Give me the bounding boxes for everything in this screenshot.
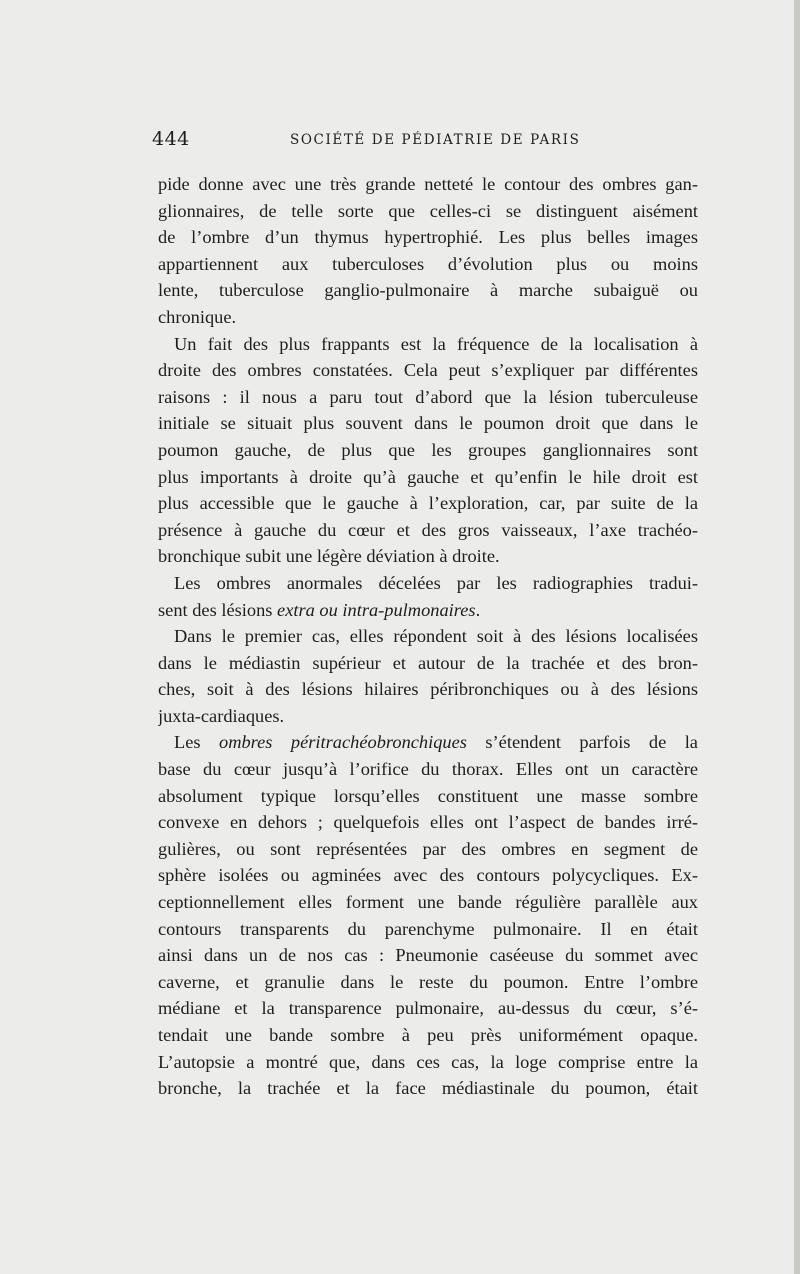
text-line: poumon gauche, de plus que les groupes ganglionnaires sont bbox=[158, 439, 698, 460]
text-line: de l’ombre d’un thymus hypertrophié. Les plus belles images bbox=[158, 227, 698, 248]
text-line: initiale se situait plus souvent dans le poumon droit que dans le bbox=[158, 413, 698, 434]
text-line: L’autopsie a montré que, dans ces cas, la loge comprise entre la bbox=[158, 1051, 698, 1072]
text-line: contours transparents du parenchyme pulmonaire. Il en était bbox=[158, 918, 698, 939]
page-number: 444 bbox=[152, 128, 190, 150]
text-line: médiane et la transparence pulmonaire, au-dessus du cœur, s’é- bbox=[158, 998, 698, 1019]
italic-term: ombres péritrachéobronchiques bbox=[219, 732, 467, 753]
text-line: lente, tuberculose ganglio-pulmonaire à marche subaiguë ou bbox=[158, 280, 698, 301]
text-line: tendait une bande sombre à peu près uniformément opaque. bbox=[158, 1025, 698, 1045]
text-line: ainsi dans un de nos cas : Pneumonie caséeuse du sommet avec bbox=[158, 945, 698, 966]
text-line: sphère isolées ou agminées avec des contours polycycliques. Ex- bbox=[158, 865, 698, 886]
text-line: plus importants à droite qu’à gauche et qu’enfin le hile droit est bbox=[158, 466, 698, 487]
paragraph-first-line: Un fait des plus frappants est la fréquence de la localisation à bbox=[174, 333, 698, 354]
running-head: SOCIÉTÉ DE PÉDIATRIE DE PARIS bbox=[290, 132, 581, 148]
paragraph-first-line: Dans le premier cas, elles répondent soit à des lésions localisées bbox=[174, 626, 698, 647]
text-line: glionnaires, de telle sorte que celles-ci se distinguent aisément bbox=[158, 200, 698, 221]
text-line bbox=[158, 597, 698, 624]
text-run: s’étendent parfois de la bbox=[485, 732, 698, 753]
text-line: chronique. bbox=[158, 306, 237, 327]
text-line: ceptionnellement elles forment une bande régulière parallèle aux bbox=[158, 892, 698, 913]
body-text bbox=[158, 171, 698, 1102]
text-line: plus accessible que le gauche à l’exploration, car, par suite de la bbox=[158, 493, 698, 514]
page-header bbox=[152, 128, 697, 158]
text-line: pide donne avec une très grande netteté le contour des ombres gan- bbox=[158, 174, 698, 194]
text-line: ches, soit à des lésions hilaires péribronchiques ou à des lésions bbox=[158, 679, 698, 700]
text-run: Les bbox=[174, 732, 201, 753]
text-line: raisons : il nous a paru tout d’abord que la lésion tuberculeuse bbox=[158, 386, 698, 407]
text-line: présence à gauche du cœur et des gros vaisseaux, l’axe trachéo- bbox=[158, 519, 698, 540]
text-line: convexe en dehors ; quelquefois elles ont l’aspect de bandes irré- bbox=[158, 812, 698, 833]
page-edge-shadow bbox=[794, 0, 800, 1274]
text-line: juxta-cardiaques. bbox=[158, 705, 285, 726]
text-line: dans le médiastin supérieur et autour de la trachée et des bron- bbox=[158, 652, 698, 673]
italic-term: extra ou intra-pulmonaires bbox=[277, 599, 476, 620]
text-run: . bbox=[475, 599, 481, 620]
text-run: sent des lésions bbox=[158, 599, 273, 620]
text-line: gulières, ou sont représentées par des ombres en segment de bbox=[158, 838, 698, 859]
paragraph-first-line bbox=[158, 729, 698, 756]
paragraph-first-line: Les ombres anormales décelées par les radiographies tradui- bbox=[174, 572, 698, 593]
text-line: bronche, la trachée et la face médiastinale du poumon, était bbox=[158, 1078, 698, 1099]
text-line: bronchique subit une légère déviation à droite. bbox=[158, 546, 500, 567]
text-line: appartiennent aux tuberculoses d’évolution plus ou moins bbox=[158, 253, 698, 274]
text-line: base du cœur jusqu’à l’orifice du thorax. Elles ont un caractère bbox=[158, 759, 698, 780]
text-line: caverne, et granulie dans le reste du poumon. Entre l’ombre bbox=[158, 971, 698, 992]
text-line: absolument typique lorsqu’elles constituent une masse sombre bbox=[158, 785, 698, 806]
text-line: droite des ombres constatées. Cela peut s’expliquer par différentes bbox=[158, 360, 698, 381]
